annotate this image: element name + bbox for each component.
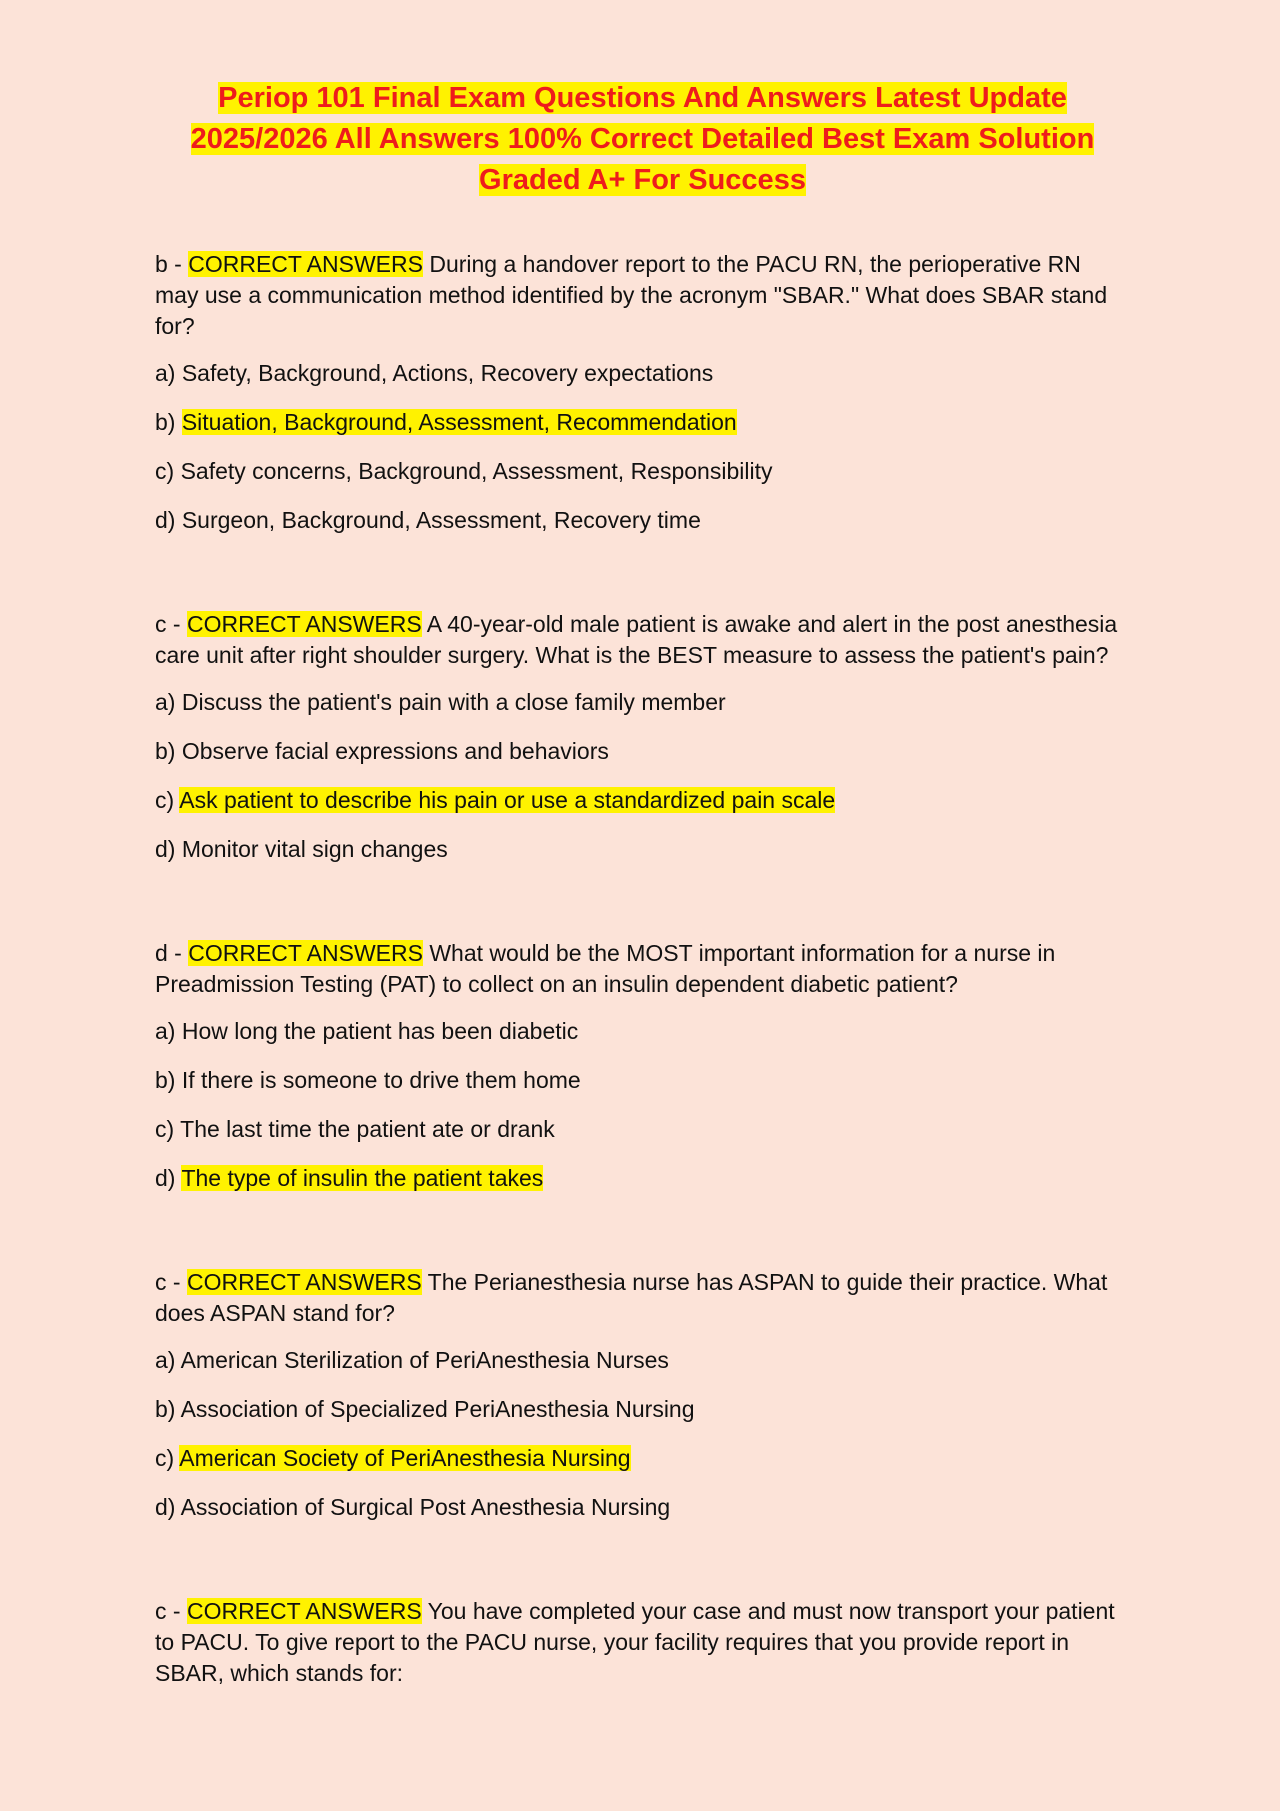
answer-key-letter: c -	[155, 1269, 187, 1295]
option-letter: c)	[155, 787, 180, 813]
question-block	[155, 609, 1130, 865]
title-line: Graded A+ For Success	[479, 164, 806, 196]
question-block	[155, 1596, 1130, 1689]
answer-option	[155, 505, 1130, 536]
answer-option	[155, 1163, 1130, 1194]
title-line: Periop 101 Final Exam Questions And Answers Latest Update	[218, 82, 1067, 114]
answer-option	[155, 785, 1130, 816]
option-text-correct: Situation, Background, Assessment, Recommendation	[181, 409, 737, 435]
question-block	[155, 1267, 1130, 1523]
option-text-correct: Ask patient to describe his pain or use a standardized pain scale	[179, 787, 836, 813]
question-stem	[155, 1267, 1130, 1329]
option-letter: d)	[155, 1165, 182, 1191]
option-text: If there is someone to drive them home	[181, 1067, 581, 1093]
question-text: The Perianesthesia nurse has ASPAN to guide their practice. What does ASPAN stand for?	[155, 1269, 1108, 1326]
answer-key-letter: b -	[155, 251, 189, 277]
question-text: During a handover report to the PACU RN, the perioperative RN may use a communication method identified by the acronym "SBAR." What does SBAR stand for?	[155, 251, 1108, 339]
option-text: Discuss the patient's pain with a close family member	[181, 689, 726, 715]
correct-answers-label: CORRECT ANSWERS	[186, 1269, 422, 1295]
answer-option	[155, 1492, 1130, 1523]
option-letter: a)	[155, 689, 182, 715]
answer-option	[155, 1114, 1130, 1145]
answer-key-letter: d -	[155, 940, 189, 966]
option-letter: a)	[155, 360, 182, 386]
answer-option	[155, 1016, 1130, 1047]
option-text: Observe facial expressions and behaviors	[181, 738, 609, 764]
option-letter: b)	[155, 1067, 182, 1093]
answer-option	[155, 407, 1130, 438]
option-letter: d)	[155, 836, 182, 862]
correct-answers-label: CORRECT ANSWERS	[188, 251, 423, 277]
question-text: You have completed your case and must now transport your patient to PACU. To give report to the PACU nurse, your facility requires that you provide report in SBAR, which stands for:	[155, 1598, 1115, 1686]
option-letter: a)	[155, 1018, 182, 1044]
option-letter: b)	[155, 738, 182, 764]
question-stem	[155, 1596, 1130, 1689]
option-letter: c)	[155, 1445, 180, 1471]
question-list	[155, 249, 1130, 1689]
option-letter: c)	[155, 1116, 181, 1142]
option-text: Safety, Background, Actions, Recovery expectations	[181, 360, 714, 386]
option-text: Safety concerns, Background, Assessment, Responsibility	[180, 458, 773, 484]
option-letter: d)	[155, 507, 182, 533]
answer-option	[155, 736, 1130, 767]
correct-answers-label: CORRECT ANSWERS	[188, 940, 423, 966]
document-title	[155, 78, 1130, 201]
answer-key-letter: c -	[155, 611, 187, 637]
correct-answers-label: CORRECT ANSWERS	[186, 611, 422, 637]
answer-option	[155, 687, 1130, 718]
answer-option	[155, 1443, 1130, 1474]
question-stem	[155, 938, 1130, 1000]
option-letter: c)	[155, 458, 181, 484]
option-text: American Sterilization of PeriAnesthesia Nurses	[180, 1347, 669, 1373]
option-text-correct: American Society of PeriAnesthesia Nursing	[179, 1445, 631, 1471]
answer-option	[155, 834, 1130, 865]
option-text: Monitor vital sign changes	[181, 836, 448, 862]
answer-option	[155, 1345, 1130, 1376]
question-stem	[155, 249, 1130, 342]
option-letter: d)	[155, 1494, 181, 1520]
question-block	[155, 249, 1130, 536]
option-letter: b)	[155, 409, 182, 435]
answer-key-letter: c -	[155, 1598, 187, 1624]
option-text: How long the patient has been diabetic	[181, 1018, 579, 1044]
option-text: Surgeon, Background, Assessment, Recovery time	[181, 507, 701, 533]
title-line: 2025/2026 All Answers 100% Correct Detailed Best Exam Solution	[190, 123, 1095, 155]
option-letter: b)	[155, 1396, 181, 1422]
option-text-correct: The type of insulin the patient takes	[181, 1165, 544, 1191]
option-text: The last time the patient ate or drank	[180, 1116, 555, 1142]
question-stem	[155, 609, 1130, 671]
option-text: Association of Surgical Post Anesthesia Nursing	[180, 1494, 671, 1520]
answer-option	[155, 456, 1130, 487]
option-text: Association of Specialized PeriAnesthesia Nursing	[180, 1396, 695, 1422]
question-block	[155, 938, 1130, 1194]
answer-option	[155, 1394, 1130, 1425]
question-text: What would be the MOST important information for a nurse in Preadmission Testing (PAT) to collect on an insulin dependent diabetic patient?	[155, 940, 1056, 997]
answer-option	[155, 1065, 1130, 1096]
question-text: A 40-year-old male patient is awake and alert in the post anesthesia care unit after right shoulder surgery. What is the BEST measure to assess the patient's pain?	[155, 611, 1118, 668]
option-letter: a)	[155, 1347, 181, 1373]
correct-answers-label: CORRECT ANSWERS	[186, 1598, 422, 1624]
answer-option	[155, 358, 1130, 389]
